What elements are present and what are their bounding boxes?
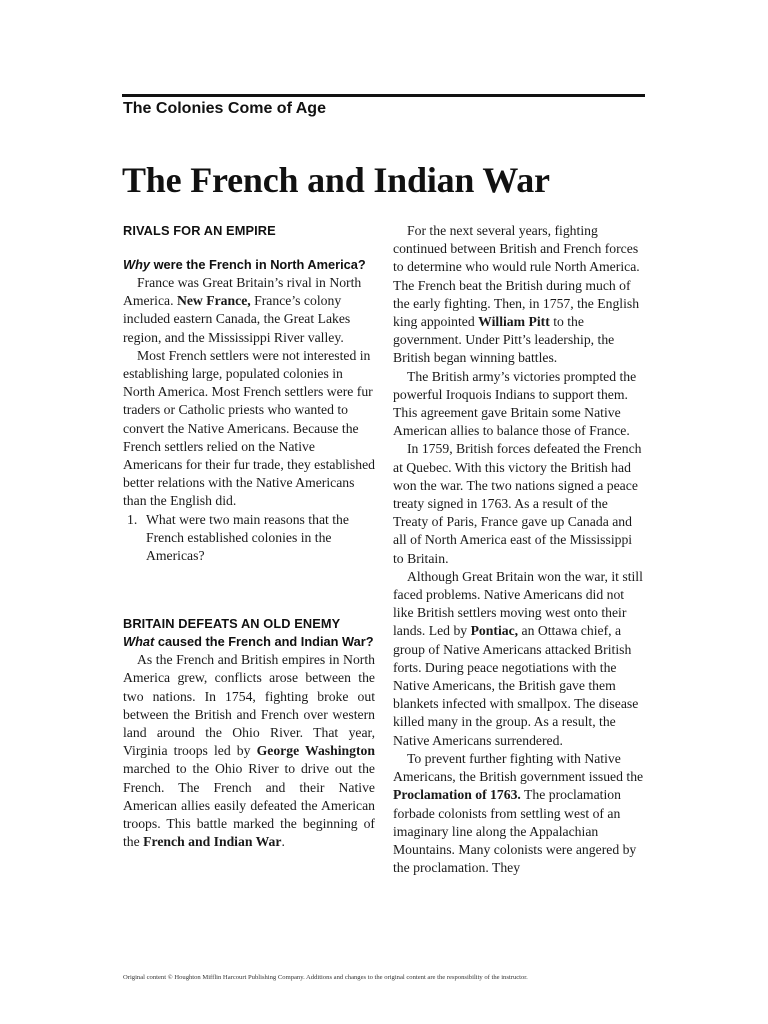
question-lead: Why [123,257,151,272]
text-run: France’s colony included eastern Canada, the Great Lakes region, and the Mississippi River valley. [123,293,351,345]
page-title: The French and Indian War [122,160,550,200]
question-lead: What [123,634,155,650]
unit-title: The Colonies Come of Age [123,100,326,117]
text-run: To prevent further fighting with Native Americans, the British government issued the [393,750,644,785]
copyright-footer: Original content © Houghton Mifflin Harcourt Publishing Company. Additions and changes to the original content are the responsibility of the instructor. [123,974,528,981]
term-pontiac: Pontiac, [470,623,519,639]
text-run: As the French and British empires in North America grew, conflicts arose between the two nations. In 1754, fighting broke out between the British and French over western land around the Ohio River. That year, Virginia troops led by [123,652,375,759]
right-column [393,222,645,877]
review-question-number: 1. [127,511,138,527]
paragraph [123,274,375,347]
text-run: For the next several years, fighting continued between British and French forces to determine who would rule North America. The French beat the British during much of the early fighting. Then, in 1757, the English king appointed [393,223,640,330]
text-run: marched to the Ohio River to drive out the French. The French and their Native American allies easily defeated the American troops. This battle marked the beginning of the [123,761,375,850]
question-rest: caused the French and Indian War? [154,634,374,650]
paragraph: In 1759, British forces defeated the French at Quebec. With this victory the British had won the war. The two nations signed a peace treaty signed in 1763. As a result of the Treaty of Paris, France gave up Canada and all of North America east of the Mississippi to Britain. [393,441,642,566]
term-french-indian-war: French and Indian War [143,834,282,850]
text-run: to the government. Under Pitt’s leadership, the British began winning battles. [393,314,615,366]
section-heading-rivals: RIVALS FOR AN EMPIRE [123,223,276,238]
paragraph: The British army’s victories prompted the powerful Iroquois Indians to support them. This agreement gave Britain some Native American allies to balance those of France. [393,368,637,439]
question-rest: were the French in North America? [150,257,366,272]
review-question [127,511,375,566]
text-run: The proclamation forbade colonists from settling west of an imaginary line along the Appalachian Mountains. Many colonists were angered by the proclamation. They [393,787,637,876]
text-run: France was Great Britain’s rival in North America. [123,275,362,309]
section-question-why [123,256,375,274]
review-question-text: What were two main reasons that the French established colonies in the Americas? [146,511,349,564]
paragraph [393,222,645,368]
term-george-washington: George Washington [256,743,375,759]
paragraph [393,750,645,877]
header-rule [122,94,645,97]
text-run: an Ottawa chief, a group of Native Americans attacked British forts. During peace negotiations with the Native Americans, the British gave them blankets infected with smallpox. The disease killed many in the group. As a result, the Native Americans surrendered. [393,623,639,748]
text-run: . [281,834,285,850]
paragraph [393,568,645,750]
section-heading-britain: BRITAIN DEFEATS AN OLD ENEMY [123,616,341,632]
paragraph: Most French settlers were not interested in establishing large, populated colonies in North America. Most French settlers were fur traders or Catholic priests who wanted to convert the Native Americans. Because the French settlers relied on the Native Americans for their fur trade, they established better relations with the Native Americans than the English did. [123,347,375,509]
term-william-pitt: William Pitt [478,314,550,330]
term-new-france: New France, [176,293,251,309]
term-proclamation-1763: Proclamation of 1763. [393,787,521,803]
section-question-what [123,633,375,651]
left-column [123,222,375,851]
text-run: Although Great Britain won the war, it still faced problems. Native Americans did not like British settlers moving west onto their lands. Led by [393,568,643,639]
paragraph [123,651,375,851]
